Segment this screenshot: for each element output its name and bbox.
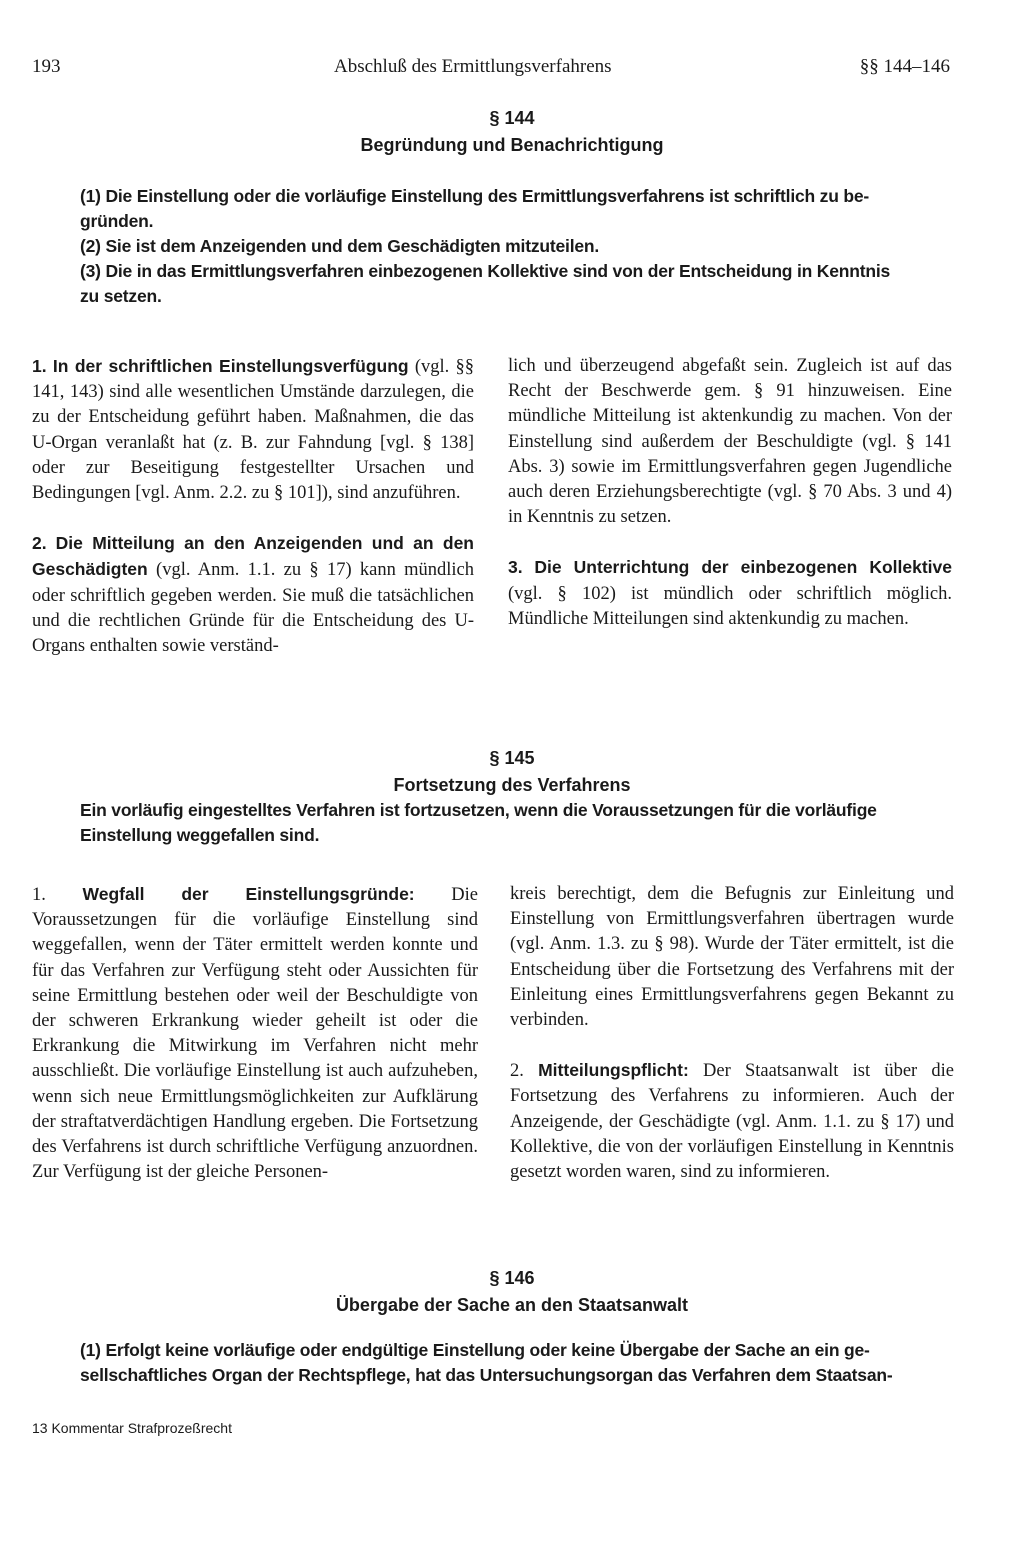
law-line: Ein vorläufig eingestelltes Verfahren ist fortzusetzen, wenn die Voraussetzungen für die vorläufige bbox=[80, 800, 877, 820]
paragraph-keyword: Die Unterrichtung der einbezogenen Kollektive bbox=[534, 557, 953, 578]
commentary-paragraph bbox=[32, 354, 474, 506]
law-line: sellschaftliches Organ der Rechtspflege, hat das Untersuchungsorgan das Verfahren dem Staatsan- bbox=[80, 1365, 893, 1385]
law-line: Einstellung weggefallen sind. bbox=[80, 825, 320, 845]
law-line: (1) Erfolgt keine vorläufige oder endgültige Einstellung oder keine Übergabe der Sache an ein ge- bbox=[80, 1340, 870, 1360]
section-144-commentary-left bbox=[32, 354, 474, 659]
paragraph-text: lich und überzeugend abgefaßt sein. Zugleich ist auf das Recht der Beschwerde gem. § 91 hinzuweisen. Eine mündliche Mitteilung ist aktenkundig zu machen. Von der Einstellung sind außerdem der Beschuldigte (vgl. § 141 Abs. 3) sowie im Ermittlungsverfahren gegen Jugendliche auch deren Erziehungsberechtigte (vgl. § 70 Abs. 3 und 4) in Kenntnis zu setzen. bbox=[508, 356, 952, 528]
paragraph-number: 2. bbox=[510, 1061, 524, 1082]
page-footer: 13 Kommentar Strafprozeßrecht bbox=[32, 1420, 232, 1436]
commentary-paragraph-continued bbox=[508, 354, 952, 530]
section-144-heading bbox=[0, 108, 1024, 156]
section-title: Begründung und Benachrichtigung bbox=[360, 135, 664, 155]
paragraph-number: 1. bbox=[32, 356, 47, 376]
page-header bbox=[32, 56, 950, 86]
paragraph-keyword: Wegfall der Einstellungsgründe: bbox=[82, 884, 415, 904]
paragraph-number: 1. bbox=[32, 885, 46, 905]
paragraph-number: 2. bbox=[32, 533, 47, 554]
section-144-commentary-right bbox=[508, 354, 952, 632]
paragraph-text: kreis berechtigt, dem die Befugnis zur Einleitung und Einstellung von Ermittlungsverfahren übertragen wurde (vgl. Anm. 1.3. zu § 98). Wurde der Täter ermittelt, ist die Entscheidung über die Fortsetzung des Verfahrens mit der Einleitung eines Ermittlungsverfahrens gegen Bekannt zu verbinden. bbox=[510, 884, 954, 1031]
paragraph-number: 3. bbox=[508, 557, 523, 578]
section-145-heading bbox=[0, 748, 1024, 796]
paragraph-keyword: Die Mitteilung an den Anzeigenden und an den Geschädigten bbox=[32, 533, 474, 580]
section-range: §§ 144–146 bbox=[859, 56, 950, 77]
section-number: § 146 bbox=[489, 1268, 535, 1288]
section-146-heading bbox=[0, 1268, 1024, 1316]
commentary-paragraph bbox=[32, 882, 478, 1185]
law-line: zu setzen. bbox=[80, 286, 162, 306]
paragraph-keyword: Mitteilungspflicht: bbox=[538, 1060, 689, 1081]
commentary-paragraph bbox=[510, 1058, 954, 1185]
commentary-paragraph bbox=[32, 531, 474, 659]
section-title: Übergabe der Sache an den Staatsanwalt bbox=[335, 1295, 689, 1315]
law-line: gründen. bbox=[80, 211, 154, 231]
section-number: § 144 bbox=[489, 108, 535, 128]
section-number: § 145 bbox=[489, 748, 535, 768]
paragraph-text: (vgl. § 102) ist mündlich oder schriftlich möglich. Mündliche Mitteilungen sind aktenkundig zu machen. bbox=[508, 583, 952, 629]
commentary-paragraph-continued bbox=[510, 882, 954, 1033]
section-146-law-text bbox=[80, 1338, 925, 1388]
section-145-law-text bbox=[80, 798, 925, 848]
commentary-paragraph bbox=[508, 555, 952, 632]
law-line: (2) Sie ist dem Anzeigenden und dem Geschädigten mitzuteilen. bbox=[80, 236, 600, 256]
law-line: (3) Die in das Ermittlungsverfahren einbezogenen Kollektive sind von der Entscheidung in Kenntnis bbox=[80, 261, 891, 281]
running-title: Abschluß des Ermittlungsverfahrens bbox=[334, 56, 612, 77]
paragraph-text: (vgl. Anm. 1.1. zu § 17) kann mündlich oder schriftlich gegeben werden. Sie muß die tatsächlichen und die rechtlichen Gründe für die Entscheidung des U-Organs enthalten sowie verständ- bbox=[32, 560, 475, 657]
paragraph-text: (vgl. §§ 141, 143) sind alle wesentlichen Umstände darzulegen, die zu der Entscheidung geführt haben. Maßnahmen, die das U-Organ veranlaßt hat (z. B. zur Fahndung [vgl. § 138] oder zur Beseitigung festgestellter Ursachen und Bedingungen [vgl. Anm. 2.2. zu § 101]), sind anzuführen. bbox=[32, 357, 474, 504]
page-number: 193 bbox=[32, 56, 61, 77]
section-145-commentary-left bbox=[32, 882, 478, 1185]
paragraph-text: Die Voraussetzungen für die vorläufige Einstellung sind weggefallen, wenn der Täter ermittelt werden konnte und für das Verfahren zur Verfügung steht oder Aussichten für seine Ermittlung bestehen oder weil der Beschuldigte von der schweren Erkrankung wieder geheilt ist oder die Erkrankung die Mitwirkung im Verfahren nicht mehr ausschließt. Die vorläufige Einstellung ist auch aufzuheben, wenn sich neue Ermittlungsmöglichkeiten zur Aufklärung der straftatverdächtigen Handlung ergeben. Die Fortsetzung des Verfahrens ist durch schriftliche Verfügung anzuordnen. Zur Verfügung ist der gleiche Personen- bbox=[32, 885, 478, 1183]
section-144-law-text bbox=[80, 184, 925, 309]
section-title: Fortsetzung des Verfahrens bbox=[393, 775, 631, 795]
section-145-commentary-right bbox=[510, 882, 954, 1185]
law-line: (1) Die Einstellung oder die vorläufige Einstellung des Ermittlungsverfahrens ist schriftlich zu be- bbox=[80, 186, 870, 206]
paragraph-text: Der Staatsanwalt ist über die Fortsetzung des Verfahrens zu informieren. Auch der Anzeigende, der Geschädigte (vgl. Anm. 1.1. zu § 17) und Kollektive, die von der vorläufigen Einstellung in Kenntnis gesetzt worden waren, sind zu informieren. bbox=[510, 1061, 955, 1183]
paragraph-keyword: In der schriftlichen Einstellungsverfügung bbox=[52, 356, 409, 376]
